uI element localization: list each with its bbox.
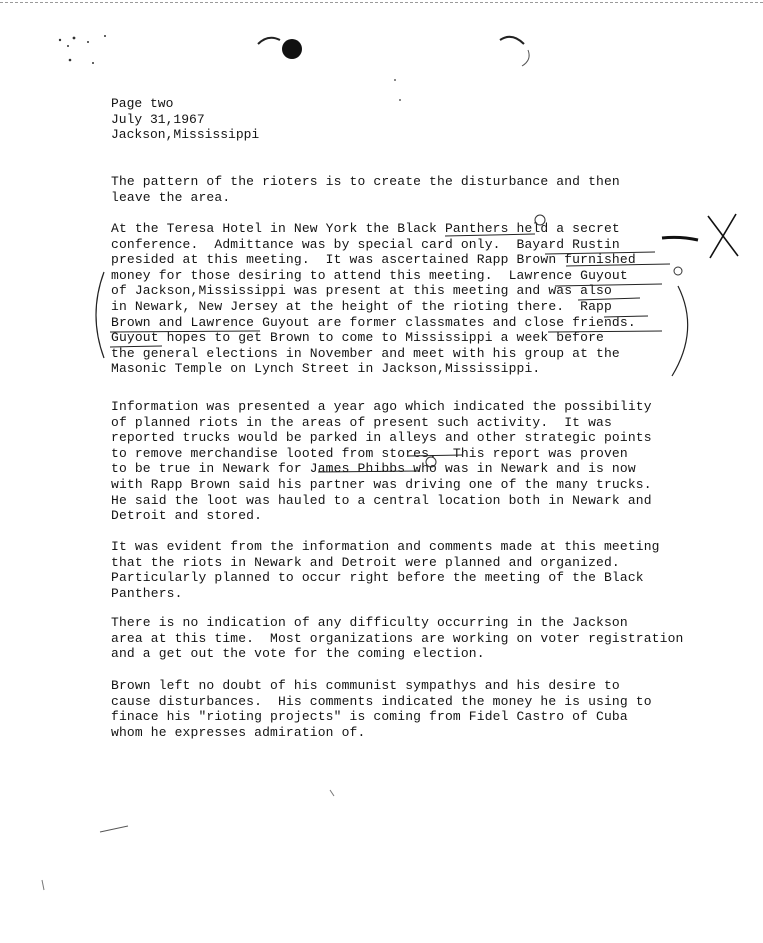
letter-location: Jackson,Mississippi — [111, 127, 260, 142]
paragraph-5: There is no indication of any difficulty occurring in the Jackson area at this time. Most organizations are working on voter registration and a get out the vote for the coming election. — [111, 615, 684, 662]
paragraph-3: Information was presented a year ago which indicated the possibility of planned riots in the areas of present such activity. It was reported trucks would be parked in alleys and other strategic points to remove merchandise looted from stores. This report was proven to be true in Newark for James Phibbs who was in Newark and is now with Rapp Brown said his partner was driving one of the many trucks. He said the loot was hauled to a central location both in Newark and Detroit and stored. — [111, 399, 652, 524]
paragraph-6: Brown left no doubt of his communist sympathys and his desire to cause disturbances. His comments indicated the money he is using to finace his "rioting projects" is coming from Fidel Castro of Cuba whom he expresses admiration of. — [111, 678, 652, 740]
left-bracket — [96, 272, 104, 358]
right-bracket — [672, 286, 688, 376]
punch-arc-left — [258, 38, 280, 44]
pointer-mark — [662, 237, 698, 240]
x-mark — [708, 214, 738, 258]
paragraph-2: At the Teresa Hotel in New York the Black Panthers held a secret conference. Admittance was by special card only. Bayard Rustin presided at this meeting. It was ascertained Rapp Brown furnished money for those desiring to attend this meeting. Lawrence Guyout of Jackson,Mississippi was present at this meeting and was also in Newark, New Jersey at the height of the rioting there. Rapp Brown and Lawrence Guyout are former classmates and close friends. Guyout hopes to get Brown to come to Mississippi a week before the general elections in November and meet with his group at the Masonic Temple on Lynch Street in Jackson,Mississippi. — [111, 221, 636, 377]
punch-arc-right — [500, 37, 524, 44]
letter-date: July 31,1967 — [111, 111, 205, 127]
letter-header — [111, 96, 259, 143]
punch-hole-mark — [282, 39, 302, 59]
top-dashed-border — [0, 2, 763, 3]
scan-specks — [59, 35, 401, 101]
paragraph-4: It was evident from the information and comments made at this meeting that the riots in Newark and Detroit were planned and organized. Particularly planned to occur right before the meeting of the Black Panthers. — [111, 539, 660, 601]
page-number: Page two — [111, 96, 174, 111]
paragraph-1: The pattern of the rioters is to create the disturbance and then leave the area. — [111, 174, 620, 205]
